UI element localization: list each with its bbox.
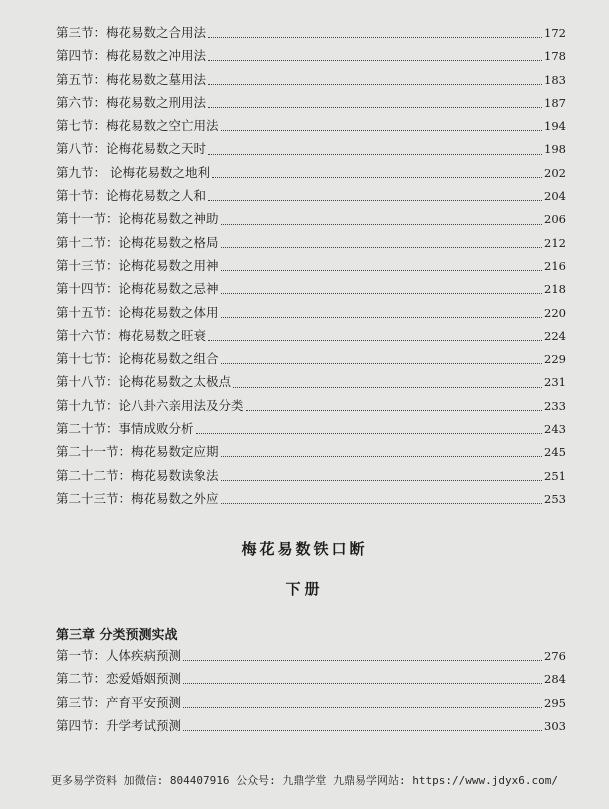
toc-entry	[56, 116, 566, 139]
toc-entry-label: 第四节：梅花易数之冲用法	[56, 48, 207, 64]
volume-heading: 下册	[285, 580, 324, 598]
toc-entry	[56, 70, 566, 93]
footer-note: 更多易学资料 加微信: 804407916 公众号: 九鼎学堂 九鼎易学网站: https://www.jdyx6.com/	[51, 774, 558, 787]
toc-entry-label: 第十五节：论梅花易数之体用	[56, 304, 219, 320]
dot-leader	[221, 480, 543, 481]
toc-entry-page: 233	[544, 398, 566, 413]
toc-entry-label: 第四节：升学考试预测	[56, 717, 182, 733]
toc-entry	[56, 489, 566, 512]
toc-entry-page: 204	[544, 189, 566, 204]
toc-entry	[56, 669, 566, 692]
dot-leader	[208, 107, 542, 108]
dot-leader	[221, 503, 543, 504]
toc-entry-label: 第二节：恋爱婚姻预测	[56, 671, 182, 687]
toc-entry-page: 206	[544, 212, 566, 227]
toc-entry-page: 187	[544, 95, 566, 110]
toc-entry	[56, 256, 566, 279]
toc-entry-label: 第十八节：论梅花易数之太极点	[56, 374, 232, 390]
toc-entry-page: 295	[544, 695, 566, 710]
dot-leader	[212, 177, 542, 178]
dot-leader	[246, 410, 543, 411]
toc-entry	[56, 326, 566, 349]
toc-entry	[56, 442, 566, 465]
toc-entry-page: 224	[544, 328, 566, 343]
toc-entry-page: 243	[544, 422, 566, 437]
toc-entry-page: 178	[544, 49, 566, 64]
toc-entry	[56, 46, 566, 69]
toc-entry-page: 245	[544, 445, 566, 460]
dot-leader	[183, 683, 542, 684]
dot-leader	[221, 224, 543, 225]
dot-leader	[208, 340, 542, 341]
toc-entry-page: 212	[544, 235, 566, 250]
toc-entry-label: 第十九节：论八卦六亲用法及分类	[56, 397, 244, 413]
toc-entry-page: 303	[544, 718, 566, 733]
dot-leader	[221, 270, 543, 271]
toc-entry-label: 第六节：梅花易数之刑用法	[56, 94, 207, 110]
dot-leader	[208, 60, 542, 61]
toc-entry-label: 第三节：梅花易数之合用法	[56, 25, 207, 40]
toc-entry-page: 253	[544, 491, 566, 506]
dot-leader	[221, 130, 543, 131]
toc-entry-page: 284	[544, 672, 566, 687]
toc-entry	[56, 163, 566, 186]
toc-entry	[56, 139, 566, 162]
toc-entry-label: 第三节：产育平安预测	[56, 694, 182, 710]
dot-leader	[233, 387, 542, 388]
toc-entry	[56, 349, 566, 372]
toc-entry-label: 第五节：梅花易数之墓用法	[56, 71, 207, 87]
dot-leader	[221, 247, 543, 248]
toc-entry-page: 229	[544, 352, 566, 367]
dot-leader	[221, 456, 543, 457]
toc-entry	[56, 372, 566, 395]
toc-entry	[56, 303, 566, 326]
dot-leader	[221, 317, 543, 318]
toc-entry-page: 183	[544, 72, 566, 87]
toc-entry-page: 198	[544, 142, 566, 157]
toc-entry	[56, 419, 566, 442]
dot-leader	[183, 707, 542, 708]
toc-entry-page: 216	[544, 258, 566, 273]
toc-entry-label: 第二十节：事情成败分析	[56, 421, 194, 437]
dot-leader	[183, 730, 542, 731]
dot-leader	[208, 154, 542, 155]
toc-entry	[56, 396, 566, 419]
toc-entry-label: 第十三节：论梅花易数之用神	[56, 257, 219, 273]
dot-leader	[208, 37, 542, 38]
toc-entry	[56, 186, 566, 209]
toc-entry-label: 第十四节：论梅花易数之忌神	[56, 281, 219, 297]
toc-entry	[56, 23, 566, 46]
toc-entry-label: 第十节：论梅花易数之人和	[56, 188, 207, 204]
toc-entry-label: 第二十一节：梅花易数定应期	[56, 444, 219, 460]
toc-list-lower	[56, 646, 566, 739]
toc-entry	[56, 466, 566, 489]
toc-entry-label: 第十一节：论梅花易数之神助	[56, 211, 219, 227]
chapter-heading: 第三章 分类预测实战	[56, 628, 178, 643]
toc-entry	[56, 279, 566, 302]
toc-entry-page: 220	[544, 305, 566, 320]
toc-entry-label: 第十二节：论梅花易数之格局	[56, 234, 219, 250]
dot-leader	[208, 200, 542, 201]
dot-leader	[221, 293, 543, 294]
toc-entry	[56, 209, 566, 232]
toc-entry-page: 218	[544, 282, 566, 297]
toc-entry-page: 276	[544, 649, 566, 663]
toc-entry-page: 202	[544, 165, 566, 180]
toc-entry-page: 231	[544, 375, 566, 390]
toc-entry	[56, 93, 566, 116]
toc-entry-page: 251	[544, 468, 566, 483]
toc-entry-label: 第九节： 论梅花易数之地利	[56, 164, 210, 180]
toc-entry-label: 第一节：人体疾病预测	[56, 648, 182, 663]
book-title: 梅花易数铁口断	[241, 540, 368, 558]
toc-entry-label: 第七节：梅花易数之空亡用法	[56, 118, 219, 134]
dot-leader	[196, 433, 543, 434]
toc-entry-label: 第二十二节：梅花易数读象法	[56, 467, 219, 483]
toc-entry	[56, 693, 566, 716]
toc-entry	[56, 233, 566, 256]
toc-entry-page: 194	[544, 119, 566, 134]
toc-entry-label: 第十六节：梅花易数之旺衰	[56, 327, 207, 343]
toc-list-upper	[56, 23, 566, 512]
dot-leader	[208, 84, 542, 85]
toc-entry-page: 172	[544, 26, 566, 40]
toc-entry	[56, 716, 566, 739]
toc-entry-label: 第十七节：论梅花易数之组合	[56, 351, 219, 367]
toc-entry-label: 第八节：论梅花易数之天时	[56, 141, 207, 157]
dot-leader	[183, 660, 542, 661]
dot-leader	[221, 363, 543, 364]
toc-entry-label: 第二十三节：梅花易数之外应	[56, 490, 219, 506]
toc-entry	[56, 646, 566, 669]
